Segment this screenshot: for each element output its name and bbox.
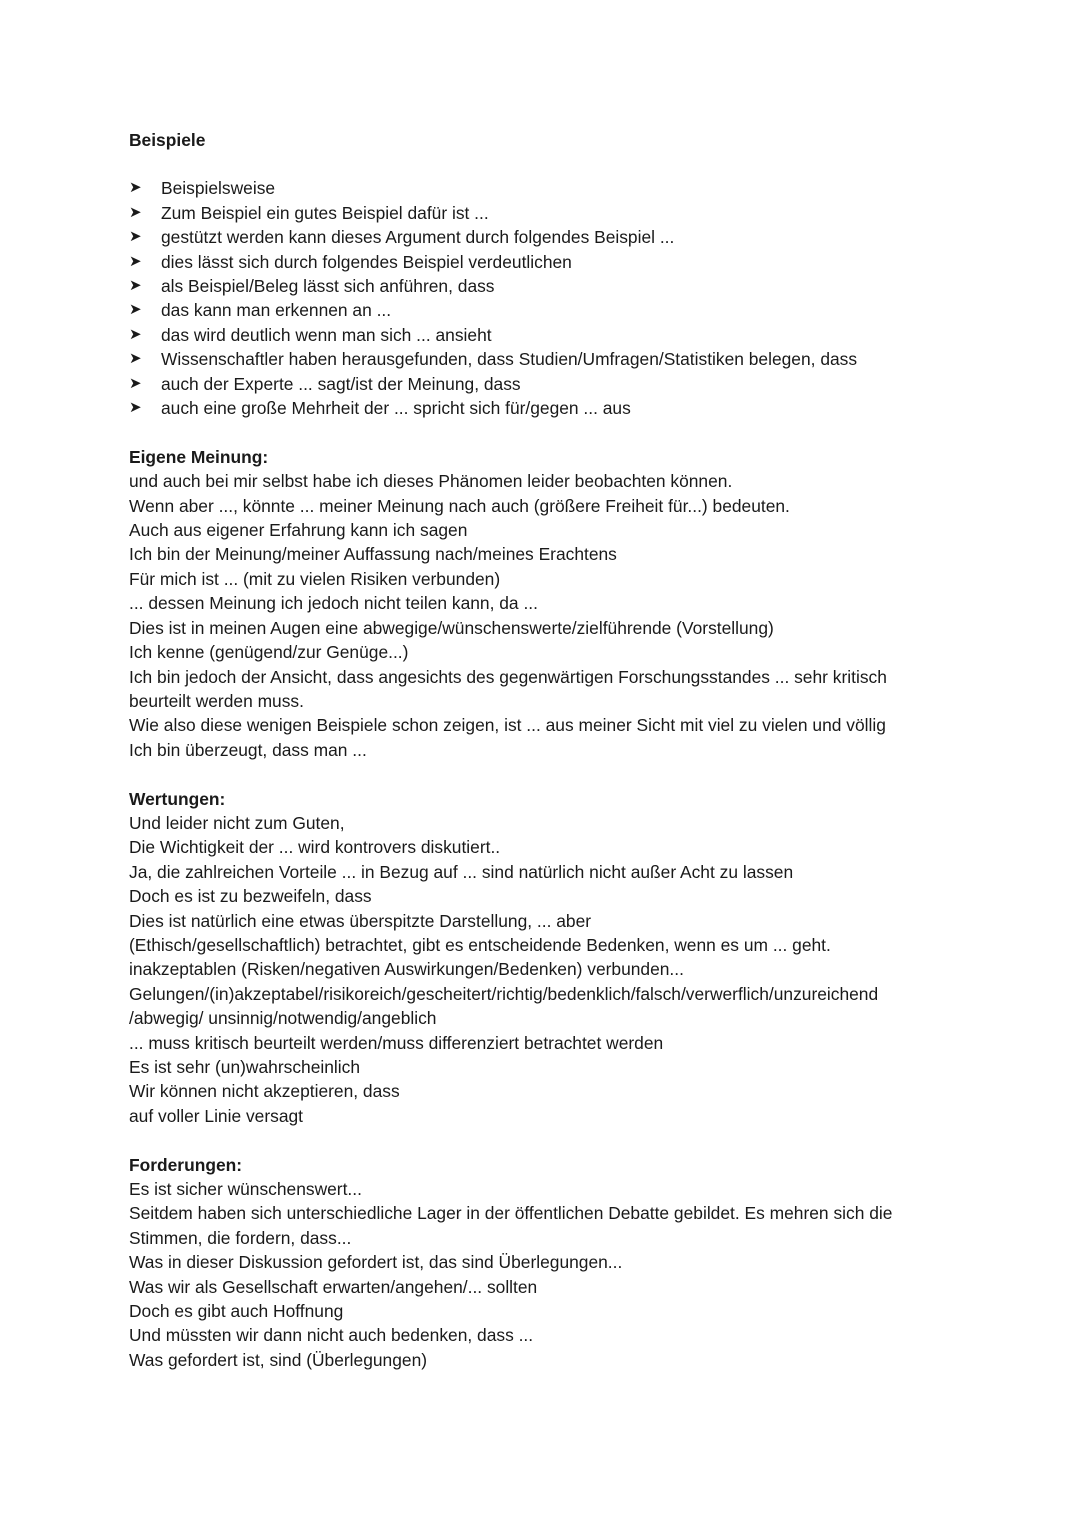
section-eigene-meinung: [129, 445, 989, 762]
beispiele-list: [129, 176, 989, 420]
text-line: Wie also diese wenigen Beispiele schon zeigen, ist ... aus meiner Sicht mit viel zu vielen und völlig: [129, 715, 886, 736]
list-item: ➤ Zum Beispiel ein gutes Beispiel dafür ist ...: [129, 201, 989, 225]
text-line: und auch bei mir selbst habe ich dieses Phänomen leider beobachten können.: [129, 471, 733, 492]
text-line: ... muss kritisch beurteilt werden/muss differenziert betrachtet werden: [129, 1032, 664, 1053]
text-line: Und müssten wir dann nicht auch bedenken, dass ...: [129, 1325, 534, 1346]
heading-forderungen: Forderungen:: [129, 1154, 243, 1175]
arrow-bullet-icon: ➤: [129, 228, 142, 246]
list-item: ➤ das kann man erkennen an ...: [129, 298, 989, 322]
arrow-bullet-icon: ➤: [129, 179, 142, 197]
text-line: Dies ist in meinen Augen eine abwegige/wünschenswerte/zielführende (Vorstellung): [129, 617, 774, 638]
text-line: Was in dieser Diskussion gefordert ist, das sind Überlegungen...: [129, 1252, 623, 1273]
text-line: Was gefordert ist, sind (Überlegungen): [129, 1349, 428, 1370]
text-line: Gelungen/(in)akzeptabel/risikoreich/gescheitert/richtig/bedenklich/falsch/verwerflich/unzureichend: [129, 983, 879, 1004]
arrow-bullet-icon: ➤: [129, 301, 142, 319]
text-line: /abwegig/ unsinnig/notwendig/angeblich: [129, 1008, 437, 1029]
text-line: Doch es gibt auch Hoffnung: [129, 1301, 344, 1322]
text-line: Dies ist natürlich eine etwas überspitzte Darstellung, ... aber: [129, 910, 592, 931]
arrow-bullet-icon: ➤: [129, 399, 142, 417]
heading-eigene-meinung: Eigene Meinung:: [129, 446, 269, 467]
text-line: (Ethisch/gesellschaftlich) betrachtet, gibt es entscheidende Bedenken, wenn es um ... geht.: [129, 934, 831, 955]
text-line: Die Wichtigkeit der ... wird kontrovers diskutiert..: [129, 837, 501, 858]
arrow-bullet-icon: ➤: [129, 325, 142, 343]
list-item: ➤ als Beispiel/Beleg lässt sich anführen, dass: [129, 274, 989, 298]
text-line: Auch aus eigener Erfahrung kann ich sagen: [129, 520, 468, 541]
document-page: [129, 128, 989, 1372]
text-line: Ich bin jedoch der Ansicht, dass angesichts des gegenwärtigen Forschungsstandes ... sehr kritisch: [129, 666, 887, 687]
list-item: ➤ auch eine große Mehrheit der ... spricht sich für/gegen ... aus: [129, 396, 989, 420]
text-line: Was wir als Gesellschaft erwarten/angehen/... sollten: [129, 1276, 538, 1297]
text-line: Wenn aber ..., könnte ... meiner Meinung nach auch (größere Freiheit für...) bedeuten.: [129, 495, 790, 516]
section-forderungen: [129, 1153, 989, 1373]
list-item: ➤ dies lässt sich durch folgendes Beispiel verdeutlichen: [129, 250, 989, 274]
arrow-bullet-icon: ➤: [129, 203, 142, 221]
arrow-bullet-icon: ➤: [129, 277, 142, 295]
text-line: ... dessen Meinung ich jedoch nicht teilen kann, da ...: [129, 593, 538, 614]
text-line: Wir können nicht akzeptieren, dass: [129, 1081, 400, 1102]
text-line: Es ist sicher wünschenswert...: [129, 1179, 362, 1200]
list-item: ➤ auch der Experte ... sagt/ist der Meinung, dass: [129, 372, 989, 396]
text-line: inakzeptablen (Risken/negativen Auswirkungen/Bedenken) verbunden...: [129, 959, 684, 980]
list-item: ➤ Wissenschaftler haben herausgefunden, dass Studien/Umfragen/Statistiken belegen, dass: [129, 347, 989, 371]
text-line: Stimmen, die fordern, dass...: [129, 1227, 352, 1248]
list-item: ➤ gestützt werden kann dieses Argument durch folgendes Beispiel ...: [129, 225, 989, 249]
text-line: Ich bin der Meinung/meiner Auffassung nach/meines Erachtens: [129, 544, 617, 565]
text-line: Seitdem haben sich unterschiedliche Lager in der öffentlichen Debatte gebildet. Es mehren sich die: [129, 1203, 893, 1224]
heading-wertungen: Wertungen:: [129, 788, 226, 809]
arrow-bullet-icon: ➤: [129, 350, 142, 368]
arrow-bullet-icon: ➤: [129, 252, 142, 270]
text-line: auf voller Linie versagt: [129, 1105, 303, 1126]
text-line: Und leider nicht zum Guten,: [129, 812, 345, 833]
section-wertungen: [129, 787, 989, 1129]
text-line: Ich bin überzeugt, dass man ...: [129, 739, 367, 760]
text-line: beurteilt werden muss.: [129, 690, 304, 711]
text-line: Es ist sehr (un)wahrscheinlich: [129, 1057, 360, 1077]
text-line: Ja, die zahlreichen Vorteile ... in Bezug auf ... sind natürlich nicht außer Acht zu lassen: [129, 861, 794, 882]
text-line: Für mich ist ... (mit zu vielen Risiken verbunden): [129, 568, 501, 589]
text-line: Ich kenne (genügend/zur Genüge...): [129, 642, 409, 663]
text-line: Doch es ist zu bezweifeln, dass: [129, 886, 372, 907]
heading-beispiele: Beispiele: [129, 130, 206, 150]
list-item: ➤ Beispielsweise: [129, 176, 989, 200]
list-item: ➤ das wird deutlich wenn man sich ... ansieht: [129, 323, 989, 347]
arrow-bullet-icon: ➤: [129, 374, 142, 392]
